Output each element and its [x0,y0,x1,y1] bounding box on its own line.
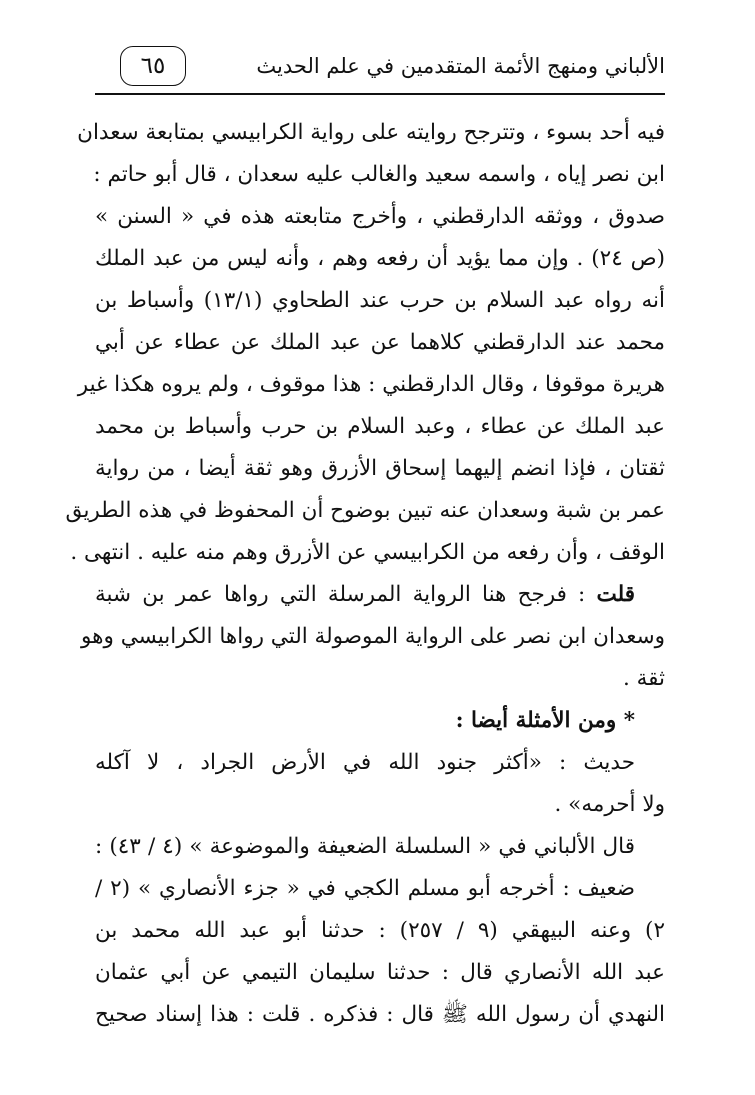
text-line: عمر بن شبة وسعدان عنه تبين بوضوح أن المحفوظ في هذه الطريق [65,498,665,523]
text-line [95,574,665,616]
text-line: هريرة موقوفا ، وقال الدارقطني : هذا موقوف ، ولم يروه هكذا غير [77,372,665,397]
paragraph-1 [65,112,666,574]
page-number: ٦٥ [120,46,186,86]
header-rule [95,93,665,95]
section-heading: * ومن الأمثلة أيضا : [455,708,635,733]
page-header [95,40,665,96]
text-line: ولا أحرمه» . [554,792,665,817]
running-title: الألباني ومنهج الأئمة المتقدمين في علم الحديث [256,54,665,78]
paragraph-3 [95,742,665,826]
text-line: النهدي أن رسول الله ﷺ قال : فذكره . قلت : هذا إسناد صحيح [95,1002,665,1027]
text-line: ثقة . [622,666,665,691]
text-line: وسعدان ابن نصر على الرواية الموصولة التي رواها الكرابيسي وهو [81,624,665,649]
text-line: محمد عند الدارقطني كلاهما عن عبد الملك عن عطاء عن أبي [95,330,665,355]
qultu-label: قلت [596,582,635,607]
text-line: عبد الله الأنصاري قال : حدثنا سليمان التيمي عن أبي عثمان [95,960,665,985]
text-line: قال الألباني في « السلسلة الضعيفة والموضوعة » (٤ / ٤٣) : [95,834,635,859]
text-line: ضعيف : أخرجه أبو مسلم الكجي في « جزء الأنصاري » (٢ / [95,876,636,901]
text-line: الوقف ، وأن رفعه من الكرابيسي عن الأزرق وهم منه عليه . انتهى . [70,540,665,565]
text-line: فيه أحد بسوء ، وتترجح روايته على رواية الكرابيسي بمتابعة سعدان [77,120,665,145]
paragraph-4 [95,826,665,1036]
text-line: عبد الملك عن عطاء ، وعبد السلام بن حرب وأسباط بن محمد [95,414,665,439]
paragraph-2 [81,574,665,700]
text-line: (ص ٢٤) . وإن مما يؤيد أن رفعه وهم ، وأنه ليس من عبد الملك [95,246,666,271]
page-body [65,112,666,1036]
text-line: صدوق ، ووثقه الدارقطني ، وأخرج متابعته هذه في « السنن » [95,204,665,229]
text-line: أنه رواه عبد السلام بن حرب عند الطحاوي (١٣/١) وأسباط بن [95,288,665,313]
text-line: ثقتان ، فإذا انضم إليهما إسحاق الأزرق وهو ثقة أيضا ، من رواية [95,456,665,481]
text-line: ٢) وعنه البيهقي (٩ / ٢٥٧) : حدثنا أبو عبد الله محمد بن [95,918,665,943]
text-line: ابن نصر إياه ، واسمه سعيد والغالب عليه سعدان ، قال أبو حاتم : [93,162,665,187]
text-run: : فرجح هنا الرواية المرسلة التي رواها عمر بن شبة [95,582,586,607]
text-line: حديث : «أكثر جنود الله في الأرض الجراد ، لا آكله [95,750,635,775]
